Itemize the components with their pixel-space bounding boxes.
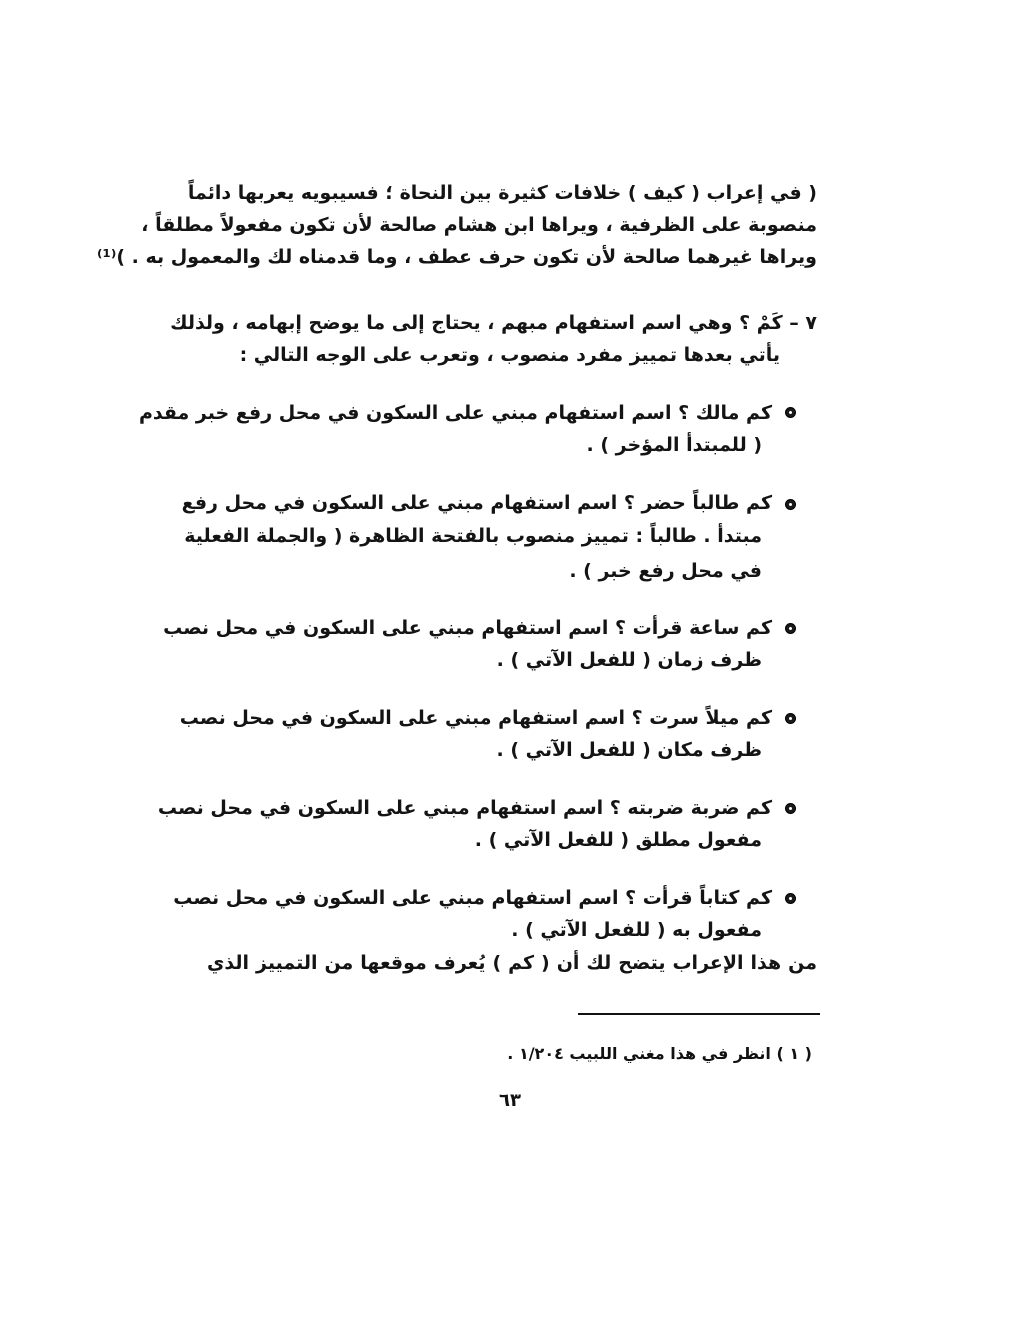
bullet-icon xyxy=(785,803,796,814)
page-number: ٦٣ xyxy=(499,1090,521,1111)
bullet-icon xyxy=(785,499,796,510)
example-1-line-2: ( للمبتدأ المؤخر ) . xyxy=(586,434,762,456)
intro-line-1: ( في إعراب ( كيف ) خلافات كثيرة بين النحاة ؛ فسيبويه يعربها دائماً xyxy=(187,182,817,204)
example-5-line-2: مفعول مطلق ( للفعل الآتي ) . xyxy=(474,829,762,851)
example-6-line-2: مفعول به ( للفعل الآتي ) . xyxy=(511,919,762,941)
example-2-line-1: كم طالباً حضر ؟ اسم استفهام مبني على السكون في محل رفع xyxy=(181,492,772,514)
footnote: ( ١ ) انظر في هذا مغني اللبيب ١/٢٠٤ . xyxy=(507,1044,812,1063)
example-6-line-1: كم كتاباً قرأت ؟ اسم استفهام مبني على السكون في محل نصب xyxy=(173,887,772,909)
intro-line-2: منصوبة على الظرفية ، ويراها ابن هشام صالحة لأن تكون مفعولاً مطلقاً ، xyxy=(141,214,817,236)
example-4-line-2: ظرف مكان ( للفعل الآتي ) . xyxy=(496,739,762,761)
bullet-icon xyxy=(785,893,796,904)
closing-line: من هذا الإعراب يتضح لك أن ( كم ) يُعرف موقعها من التمييز الذي xyxy=(207,952,817,974)
example-1-line-1: كم مالك ؟ اسم استفهام مبني على السكون في محل رفع خبر مقدم xyxy=(138,402,772,424)
example-4-line-1: كم ميلاً سرت ؟ اسم استفهام مبني على السكون في محل نصب xyxy=(179,707,772,729)
bullet-icon xyxy=(785,713,796,724)
example-3-line-2: ظرف زمان ( للفعل الآتي ) . xyxy=(496,649,762,671)
intro-line-3: ويراها غيرهما صالحة لأن تكون حرف عطف ، وما قدمناه لك والمعمول به . )⁽¹⁾ xyxy=(97,246,817,268)
example-2-line-2: مبتدأ . طالباً : تمييز منصوب بالفتحة الظاهرة ( والجملة الفعلية xyxy=(184,525,762,547)
section-7-line-2: يأتي بعدها تمييز مفرد منصوب ، وتعرب على الوجه التالي : xyxy=(239,344,780,366)
example-3-line-1: كم ساعة قرأت ؟ اسم استفهام مبني على السكون في محل نصب xyxy=(163,617,772,639)
bullet-icon xyxy=(785,407,796,418)
footnote-divider xyxy=(578,1013,820,1015)
example-2-line-3: في محل رفع خبر ) . xyxy=(569,560,762,582)
example-5-line-1: كم ضربة ضربته ؟ اسم استفهام مبني على السكون في محل نصب xyxy=(157,797,772,819)
section-7-line-1: ٧ – كَمْ ؟ وهي اسم استفهام مبهم ، يحتاج إلى ما يوضح إبهامه ، ولذلك xyxy=(170,312,817,334)
bullet-icon xyxy=(785,623,796,634)
